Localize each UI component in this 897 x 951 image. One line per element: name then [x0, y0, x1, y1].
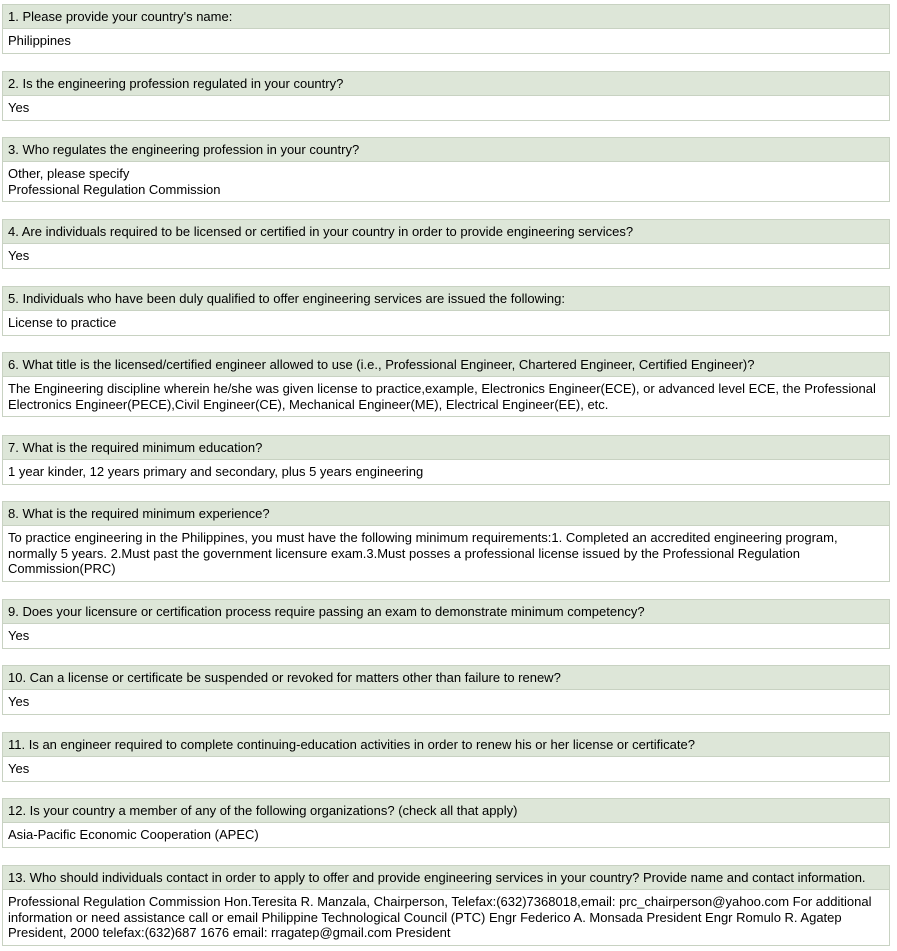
question-text: 10. Can a license or certificate be suspended or revoked for matters other than failure to renew?	[3, 666, 889, 690]
answer-text	[3, 311, 889, 335]
question-text: 6. What title is the licensed/certified engineer allowed to use (i.e., Professional Engineer, Chartered Engineer, Certified Engineer)?	[3, 353, 889, 377]
answer-text	[3, 244, 889, 268]
answer-text	[3, 162, 889, 201]
answer-line: Yes	[8, 100, 30, 115]
question-block-4	[2, 219, 890, 269]
question-text: 9. Does your licensure or certification process require passing an exam to demonstrate minimum competency?	[3, 600, 889, 624]
question-block-5	[2, 286, 890, 336]
question-block-10	[2, 665, 890, 715]
answer-text	[3, 757, 889, 781]
question-block-12	[2, 798, 890, 848]
question-block-9	[2, 599, 890, 649]
answer-text	[3, 624, 889, 648]
answer-line: Philippines	[8, 33, 71, 48]
question-block-3	[2, 137, 890, 202]
question-block-6	[2, 352, 890, 417]
answer-line: Yes	[8, 761, 30, 776]
question-text: 12. Is your country a member of any of the following organizations? (check all that apply)	[3, 799, 889, 823]
question-block-8	[2, 501, 890, 582]
question-text: 4. Are individuals required to be licensed or certified in your country in order to provide engineering services?	[3, 220, 889, 244]
answer-line: Yes	[8, 628, 30, 643]
question-text: 8. What is the required minimum experience?	[3, 502, 889, 526]
question-text: 2. Is the engineering profession regulated in your country?	[3, 72, 889, 96]
answer-line: Other, please specify	[8, 166, 130, 181]
answer-text	[3, 526, 889, 581]
question-text: 1. Please provide your country's name:	[3, 5, 889, 29]
answer-line: Yes	[8, 248, 30, 263]
answer-line: 1 year kinder, 12 years primary and secondary, plus 5 years engineering	[8, 464, 424, 479]
question-text: 11. Is an engineer required to complete continuing-education activities in order to renew his or her license or certificate?	[3, 733, 889, 757]
answer-line: To practice engineering in the Philippines, you must have the following minimum requirements:1. Completed an accredited engineering program, normally 5 years. 2.Must past the government licensure exam.3.Must posses a professional license issued by the Professional Regulation Commission(PRC)	[8, 530, 838, 576]
question-block-1	[2, 4, 890, 54]
question-text: 13. Who should individuals contact in order to apply to offer and provide engineering services in your country? Provide name and contact information.	[3, 866, 889, 890]
answer-text	[3, 377, 889, 416]
answer-text	[3, 890, 889, 945]
question-block-11	[2, 732, 890, 782]
answer-line: Professional Regulation Commission	[8, 181, 221, 197]
question-block-2	[2, 71, 890, 121]
answer-line: Professional Regulation Commission Hon.Teresita R. Manzala, Chairperson, Telefax:(632)7368018,email: prc_chairperson@yahoo.com For additional information or need assistance call or email Philippine Technological Council (PTC) Engr Federico A. Monsada President Engr Romulo R. Agatep President, 2000 telefax:(632)687 1676 email: rragatep@gmail.com President	[8, 894, 872, 940]
question-text: 5. Individuals who have been duly qualified to offer engineering services are issued the following:	[3, 287, 889, 311]
answer-text	[3, 690, 889, 714]
answer-line: License to practice	[8, 315, 117, 330]
question-text: 3. Who regulates the engineering profession in your country?	[3, 138, 889, 162]
answer-text	[3, 29, 889, 53]
answer-text	[3, 823, 889, 847]
answer-line: The Engineering discipline wherein he/she was given license to practice,example, Electronics Engineer(ECE), or advanced level ECE, the Professional Electronics Engineer(PECE),Civil Engineer(CE), Mechanical Engineer(ME), Electrical Engineer(EE), etc.	[8, 381, 876, 412]
answer-text	[3, 96, 889, 120]
question-block-7	[2, 435, 890, 485]
answer-text	[3, 460, 889, 484]
answer-line: Asia-Pacific Economic Cooperation (APEC)	[8, 827, 259, 842]
question-block-13	[2, 865, 890, 946]
question-text: 7. What is the required minimum education?	[3, 436, 889, 460]
answer-line: Yes	[8, 694, 30, 709]
